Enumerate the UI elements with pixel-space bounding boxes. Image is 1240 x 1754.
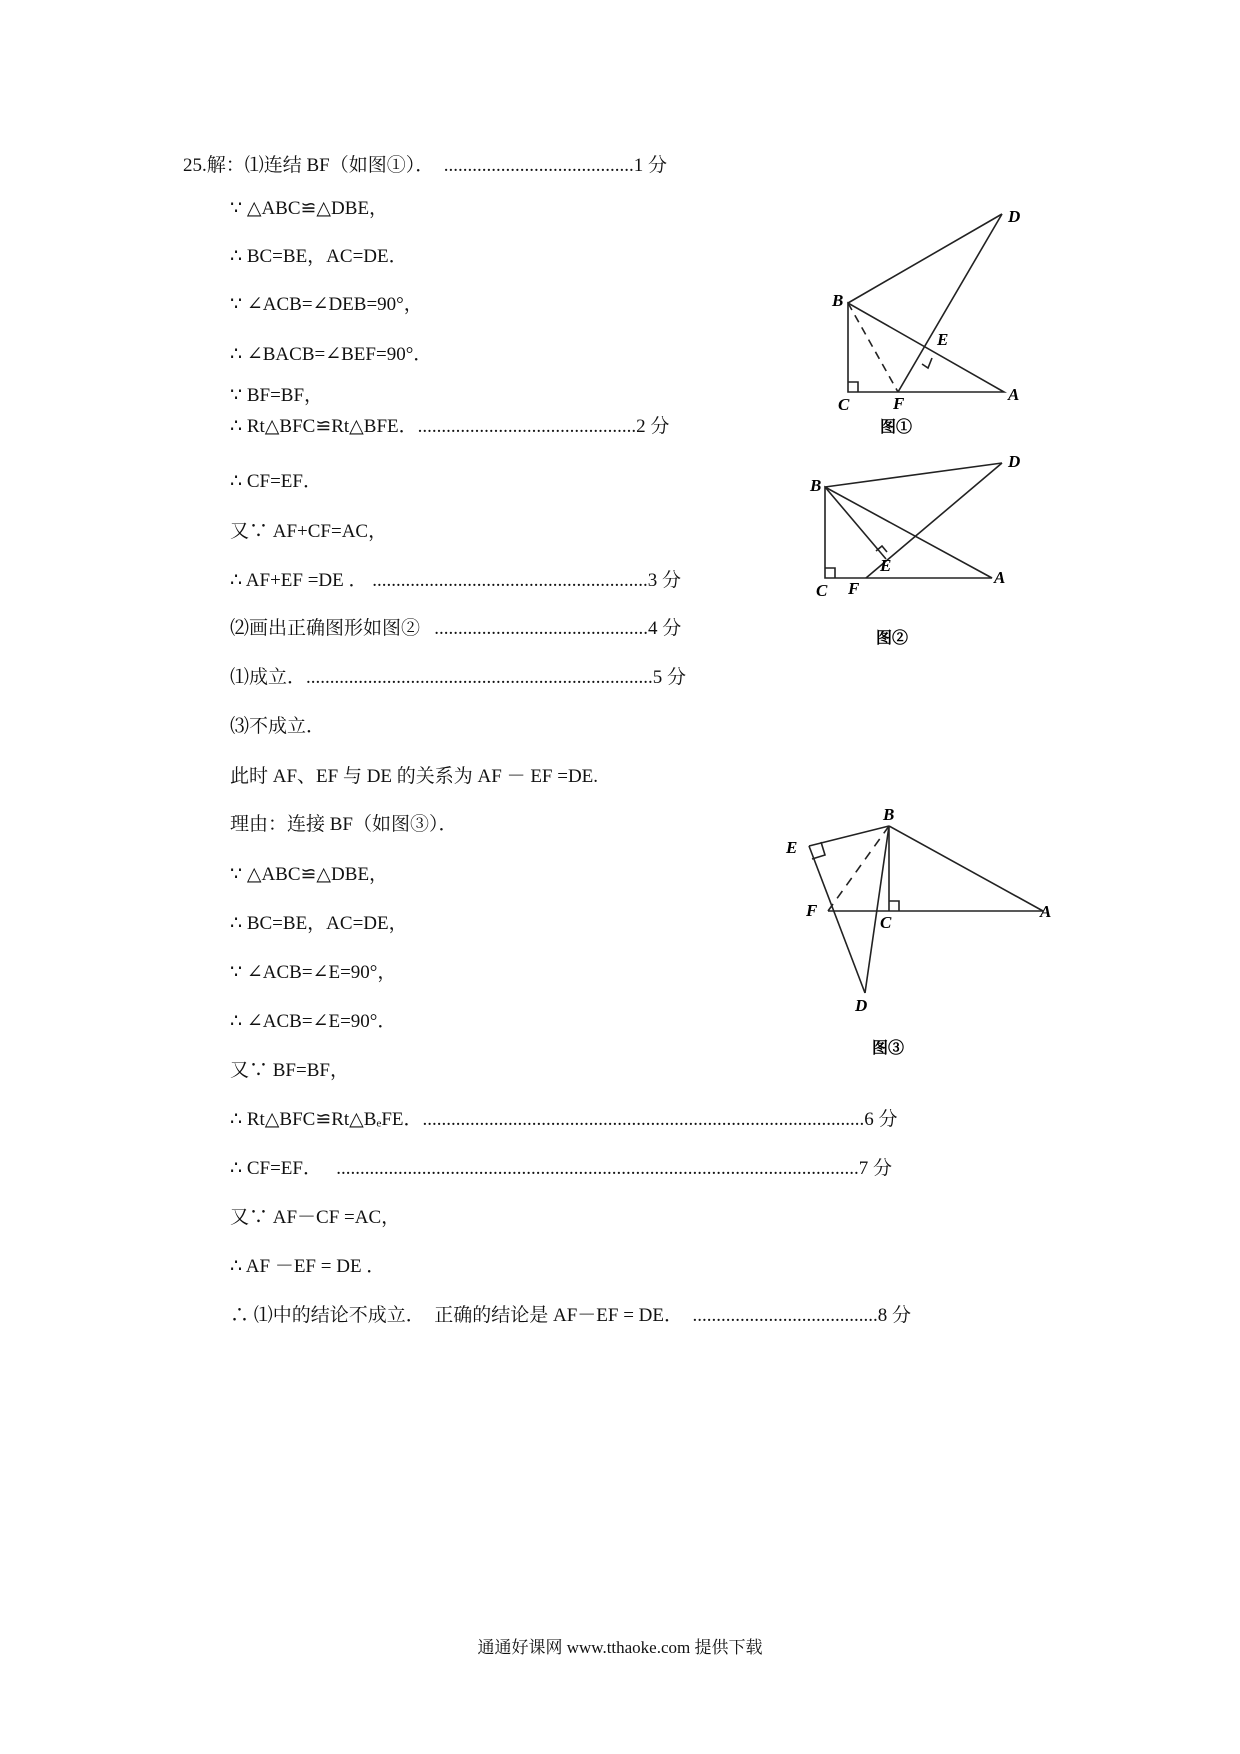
solution-line-5: ∴ ∠BACB=∠BEF=90°． (230, 344, 433, 365)
fig1-label-F: F (893, 394, 905, 413)
solution-line-7: ∴ Rt△BFC≌Rt△BFE．..............................................2 分 (230, 416, 670, 437)
solution-line-20: 又∵ BF=BF， (230, 1060, 349, 1081)
solution-line-24: ∴ AF －EF = DE ． (230, 1256, 386, 1277)
solution-line-15: 理由：连接 BF（如图③）． (230, 814, 458, 835)
solution-line-14: 此时 AF、EF 与 DE 的关系为 AF － EF =DE. (230, 766, 599, 787)
fig2-label-E: E (880, 556, 892, 575)
solution-line-13: ⑶不成立． (230, 716, 326, 737)
fig1-label-D: D (1008, 207, 1021, 226)
solution-line-8: ∴ CF=EF． (230, 471, 322, 492)
fig3-label-D: D (855, 996, 868, 1015)
solution-line-25: ∴ ⑴中的结论不成立． 正确的结论是 AF－EF = DE． .......................................8 分 (230, 1305, 912, 1326)
fig1-caption: 图① (880, 419, 913, 436)
solution-line-22: ∴ CF=EF． ..............................................................................................................7 分 (230, 1158, 892, 1179)
fig3-label-A: A (1040, 902, 1052, 921)
solution-line-3: ∴ BC=BE，AC=DE． (230, 246, 408, 267)
solution-line-11: ⑵画出正确图形如图② .............................................4 分 (230, 618, 682, 639)
page-footer: 通通好课网 www.tthaoke.com 提供下载 (477, 1638, 763, 1657)
fig2-label-F: F (848, 579, 860, 598)
fig3-label-E: E (786, 838, 798, 857)
fig3-label-B: B (883, 805, 895, 824)
fig3-label-C: C (880, 913, 892, 932)
fig2-label-C: C (816, 581, 828, 600)
solution-line-12: ⑴成立．.........................................................................5 分 (230, 667, 687, 688)
fig1-label-B: B (832, 291, 844, 310)
solution-line-21: ∴ Rt△BFC≌Rt△BₑFE．.............................................................................................6 分 (230, 1109, 898, 1130)
fig1-label-E: E (937, 330, 949, 349)
solution-line-23: 又∵ AF－CF =AC， (230, 1207, 401, 1228)
fig3-label-F: F (806, 901, 818, 920)
fig3-caption: 图③ (872, 1040, 905, 1057)
solution-line-2: ∵ △ABC≌△DBE， (230, 198, 389, 219)
fig1-label-C: C (838, 395, 850, 414)
solution-line-18: ∵ ∠ACB=∠E=90°， (230, 962, 397, 983)
fig1-label-A: A (1008, 385, 1020, 404)
solution-line-6: ∵ BF=BF， (230, 385, 324, 406)
solution-line-10: ∴ AF+EF =DE ． ..........................................................3 分 (230, 570, 682, 591)
solution-line-16: ∵ △ABC≌△DBE， (230, 864, 389, 885)
solution-line-9: 又∵ AF+CF=AC， (230, 521, 388, 542)
fig2-caption: 图② (876, 630, 909, 647)
fig2-label-D: D (1008, 452, 1021, 471)
solution-line-4: ∵ ∠ACB=∠DEB=90°， (230, 294, 423, 315)
fig2-label-A: A (994, 568, 1006, 587)
solution-line-19: ∴ ∠ACB=∠E=90°． (230, 1011, 397, 1032)
solution-line-1: 25.解：⑴连结 BF（如图①）． ........................................1 分 (183, 155, 667, 176)
solution-line-17: ∴ BC=BE，AC=DE， (230, 913, 408, 934)
fig2-label-B: B (810, 476, 822, 495)
